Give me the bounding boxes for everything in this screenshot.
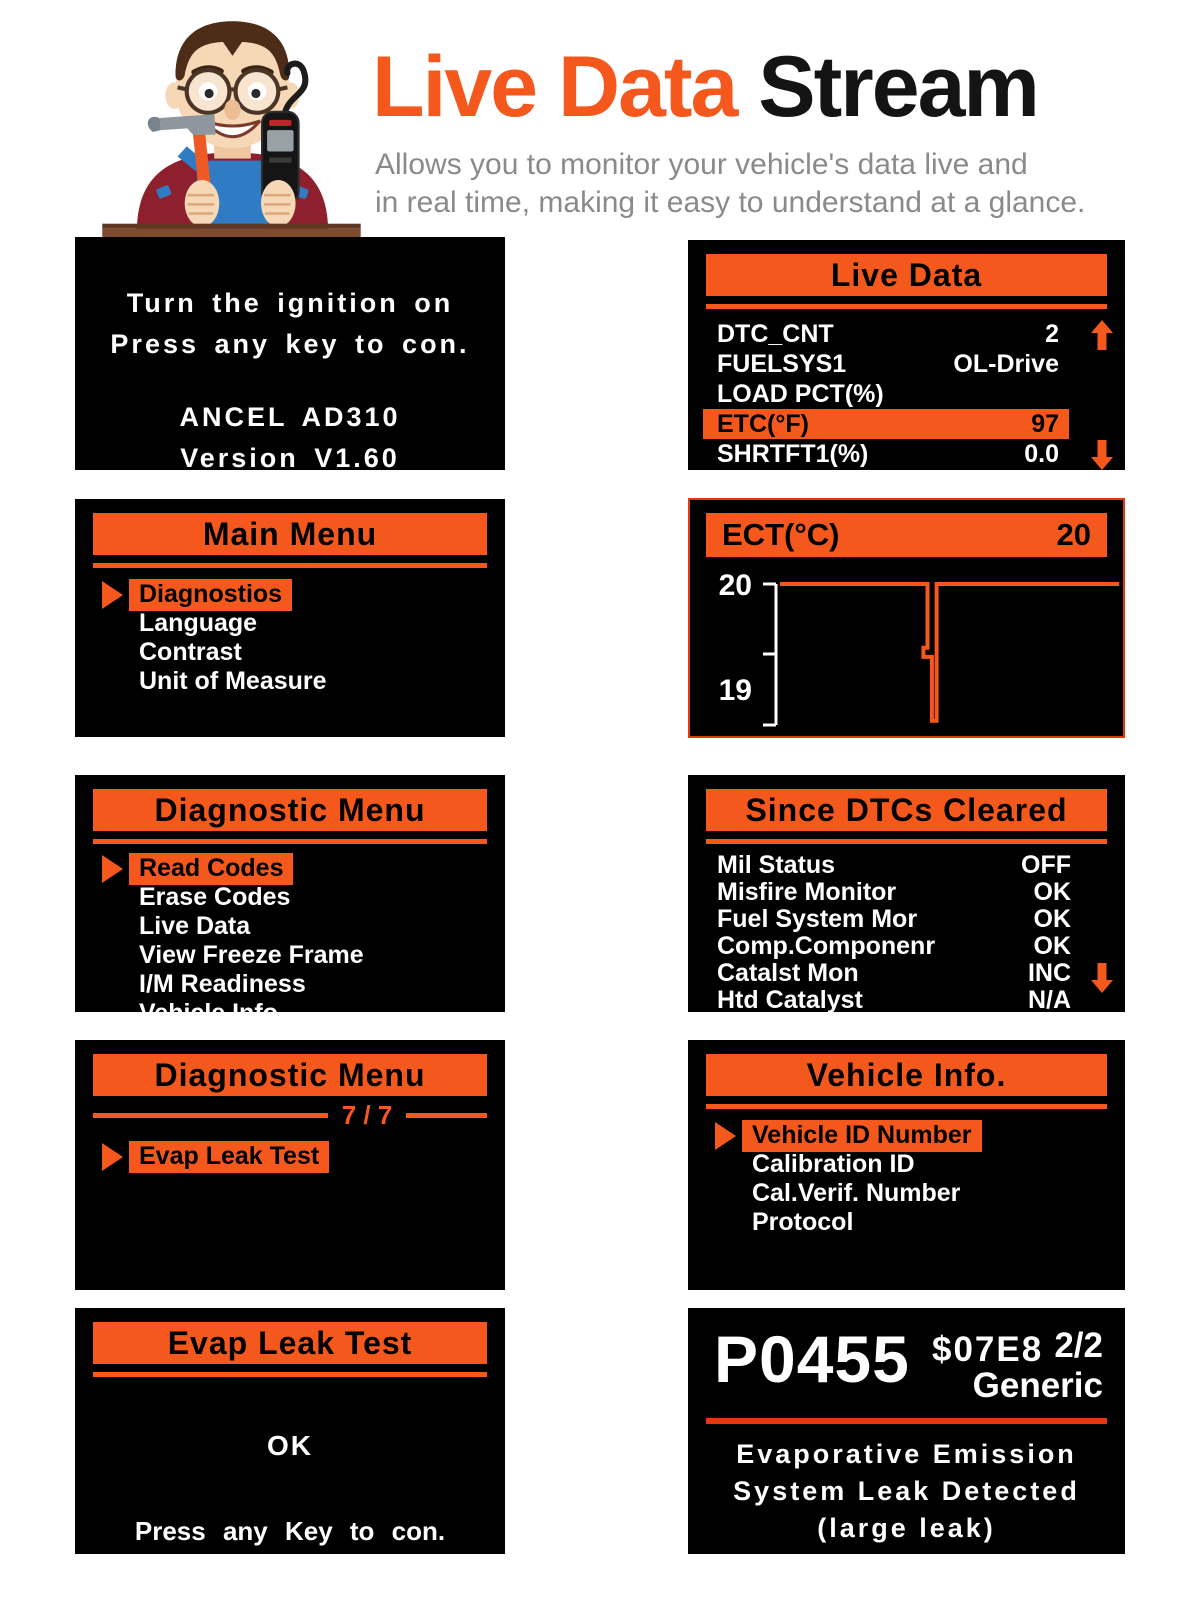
page-indicator-row — [93, 1099, 487, 1130]
page-indicator: 7 / 7 — [341, 1099, 393, 1130]
boot-line: Press any key to con. — [110, 329, 470, 359]
menu-item-contrast[interactable] — [75, 638, 505, 667]
screen-title-bar: Main Menu — [93, 513, 487, 555]
scroll-up-icon[interactable] — [1091, 320, 1113, 350]
title-underline — [93, 1372, 487, 1377]
menu-item-label: Protocol — [752, 1207, 854, 1236]
page-title-primary: Live Data — [372, 39, 737, 135]
monitor-label: Fuel System Mor — [717, 905, 918, 933]
screen-main-menu — [75, 499, 505, 737]
live-data-row[interactable] — [703, 349, 1069, 379]
scroll-down-icon[interactable] — [1091, 440, 1113, 470]
dtc-page-indicator: 2/2 — [1054, 1326, 1103, 1365]
screen-boot — [75, 237, 505, 473]
monitor-label: Mil Status — [717, 851, 836, 879]
monitor-label: Comp.Componenr — [717, 932, 936, 960]
menu-item-label: Vehicle ID Number — [742, 1120, 982, 1152]
menu-item-live-data[interactable] — [75, 912, 505, 941]
menu-item-vehicle-info[interactable] — [75, 999, 505, 1028]
screen-evap-leak-test — [75, 1308, 505, 1554]
subtitle-line: Allows you to monitor your vehicle's data live and — [375, 148, 1028, 181]
selection-cursor-icon — [715, 1122, 736, 1150]
pid-label: ETC(°F) — [717, 409, 809, 438]
title-underline — [706, 304, 1107, 309]
menu-item-view-freeze-frame[interactable] — [75, 941, 505, 970]
screen-dtc-result — [688, 1308, 1125, 1554]
pid-value: 891 — [1017, 469, 1059, 498]
page-title-secondary: Stream — [758, 39, 1038, 135]
monitor-status: OK — [1033, 932, 1071, 960]
pid-label: LOAD PCT(%) — [717, 379, 884, 408]
pid-label: DTC_CNT — [717, 319, 834, 348]
screen-title-bar: Evap Leak Test — [93, 1322, 487, 1364]
dtc-code: P0455 — [714, 1322, 910, 1396]
selection-cursor-icon — [102, 581, 123, 609]
mechanic-illustration — [100, 8, 365, 242]
monitor-label: Htd Catalyst — [717, 986, 863, 1014]
dtc-type: Generic — [972, 1366, 1103, 1405]
divider — [706, 1418, 1107, 1424]
chart-header-bar — [706, 513, 1107, 557]
menu-item-label: Unit of Measure — [139, 666, 327, 695]
title-underline — [706, 839, 1107, 844]
dtc-module-id: $07E8 — [932, 1330, 1044, 1369]
monitor-status: INC — [1027, 959, 1071, 987]
live-data-row[interactable] — [703, 319, 1069, 349]
screen-diagnostic-menu-page7 — [75, 1040, 505, 1290]
title-underline — [93, 563, 487, 568]
ect-data-line — [780, 584, 1119, 721]
selection-cursor-icon — [102, 855, 123, 883]
screen-ect-graph — [688, 498, 1125, 738]
title-underline — [93, 839, 487, 844]
monitor-row — [703, 879, 1081, 906]
desk — [102, 224, 360, 229]
menu-item-evap-leak-test[interactable] — [75, 1142, 505, 1171]
menu-item-label: View Freeze Frame — [139, 940, 364, 969]
pid-label: SHRTFT1(%) — [717, 439, 869, 468]
device-model: ANCEL AD310 — [179, 402, 401, 432]
pid-value: OL-Drive — [953, 349, 1059, 378]
screen-title-bar: Diagnostic Menu — [93, 1054, 487, 1096]
menu-item-im-readiness[interactable] — [75, 970, 505, 999]
subtitle-line: in real time, making it easy to understand at a glance. — [375, 186, 1086, 219]
menu-item-cal-verif-number[interactable] — [688, 1179, 1125, 1208]
menu-item-erase-codes[interactable] — [75, 883, 505, 912]
menu-item-label: Diagnostios — [129, 579, 292, 611]
screen-diagnostic-menu — [75, 775, 505, 1027]
menu-item-label: Cal.Verif. Number — [752, 1178, 961, 1207]
boot-line: Turn the ignition on — [126, 288, 454, 318]
screen-title-bar: Vehicle Info. — [706, 1054, 1107, 1096]
live-data-row[interactable] — [703, 469, 1069, 499]
monitor-status: OFF — [1021, 851, 1071, 879]
monitor-label: Misfire Monitor — [717, 878, 897, 906]
menu-item-label: Read Codes — [129, 853, 293, 885]
screen-since-dtcs-cleared — [688, 775, 1125, 1012]
screen-vehicle-info — [688, 1040, 1125, 1290]
page-title — [372, 38, 1038, 137]
chart-title: ECT(°C) — [722, 517, 840, 552]
live-data-row[interactable] — [703, 439, 1069, 469]
menu-item-label: Live Data — [139, 911, 251, 940]
monitor-row — [703, 960, 1081, 987]
pid-value: 2 — [1045, 319, 1059, 348]
pid-label: FUELSYS1 — [717, 349, 847, 378]
selection-cursor-icon — [102, 1143, 123, 1171]
screen-title-bar: Since DTCs Cleared — [706, 789, 1107, 831]
screen-title-bar: Live Data — [706, 254, 1107, 296]
screen-title-bar: Diagnostic Menu — [93, 789, 487, 831]
monitor-row — [703, 933, 1081, 960]
menu-item-calibration-id[interactable] — [688, 1150, 1125, 1179]
monitor-status: N/A — [1027, 986, 1071, 1014]
test-result: OK — [267, 1430, 313, 1461]
screen-live-data — [688, 240, 1125, 498]
y-tick-label: 20 — [718, 569, 752, 602]
pid-value: 0.0 — [1024, 439, 1059, 468]
pid-value: 97 — [1031, 409, 1059, 438]
continue-hint: Press any Key to con. — [134, 1516, 446, 1546]
menu-item-language[interactable] — [75, 609, 505, 638]
menu-item-unit-of-measure[interactable] — [75, 667, 505, 696]
dtc-description: Evaporative Emission System Leak Detected (large leak) — [733, 1439, 1080, 1543]
menu-item-label: Vehicle Info. — [139, 998, 285, 1027]
monitor-label: Catalst Mon — [717, 959, 859, 987]
menu-item-label: Evap Leak Test — [129, 1141, 329, 1173]
monitor-row — [703, 852, 1081, 879]
menu-item-label: Language — [139, 608, 258, 637]
live-data-row[interactable] — [703, 379, 1069, 409]
live-data-row-selected[interactable] — [703, 409, 1069, 439]
page-subtitle — [375, 146, 1085, 222]
menu-item-protocol[interactable] — [688, 1208, 1125, 1237]
device-version: Version V1.60 — [180, 443, 400, 473]
pid-label: RPM(/min) — [717, 469, 841, 498]
menu-item-label: Contrast — [139, 637, 242, 666]
menu-item-vehicle-id-number[interactable] — [688, 1121, 1125, 1150]
monitor-row — [703, 987, 1081, 1014]
menu-item-label: Calibration ID — [752, 1149, 915, 1178]
menu-item-label: Erase Codes — [139, 882, 291, 911]
y-tick-label: 19 — [718, 674, 752, 707]
menu-item-diagnostics[interactable] — [75, 580, 505, 609]
monitor-status: OK — [1033, 878, 1071, 906]
menu-item-label: I/M Readiness — [139, 969, 306, 998]
monitor-status: OK — [1033, 905, 1071, 933]
scroll-down-icon[interactable] — [1091, 963, 1113, 993]
chart-current-value: 20 — [1056, 517, 1091, 552]
monitor-row — [703, 906, 1081, 933]
title-underline — [706, 1104, 1107, 1109]
menu-item-read-codes[interactable] — [75, 854, 505, 883]
